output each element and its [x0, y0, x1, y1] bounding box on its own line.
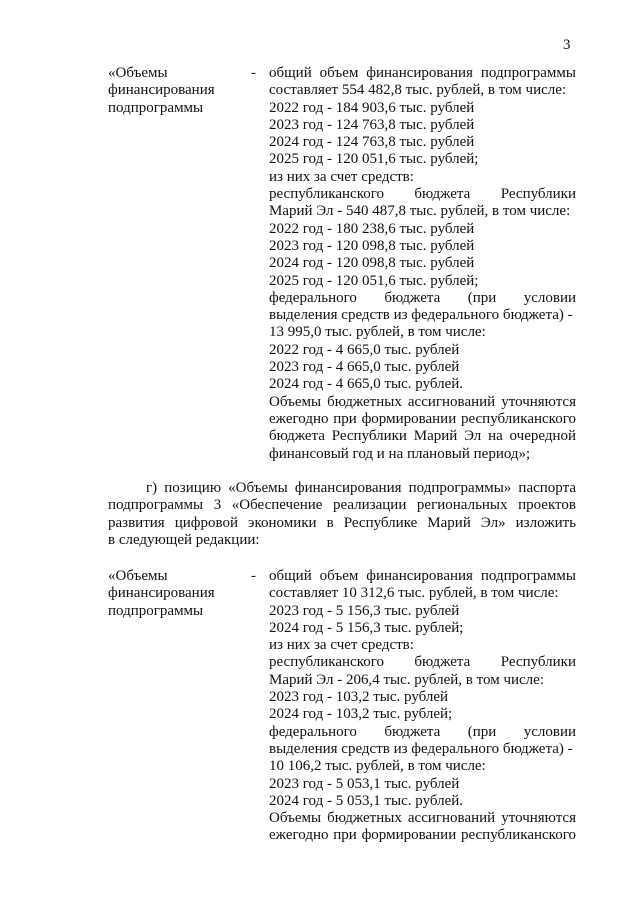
content-line: 13 995,0 тыс. рублей, в том числе:: [269, 324, 486, 341]
content-line: федерального бюджета (при условии: [269, 289, 576, 306]
content-line: выделения средств из федерального бюджета) -: [269, 740, 573, 757]
content-line: общий объем финансирования подпрограммы: [269, 568, 576, 584]
block-content: [269, 568, 576, 845]
content-line: выделения средств из федерального бюджета) -: [269, 307, 573, 324]
dash-separator: -: [251, 65, 256, 81]
content-line: 2023 год - 103,2 тыс. рублей: [269, 689, 449, 706]
content-line: 2022 год - 184 903,6 тыс. рублей: [269, 99, 475, 116]
content-line: 2023 год - 5 053,1 тыс. рублей: [269, 775, 460, 792]
content-line: 2025 год - 120 051,6 тыс. рублей;: [269, 272, 479, 289]
paragraph-line: в следующей редакции:: [108, 532, 260, 549]
paragraph-line: подпрограммы 3 «Обеспечение реализации региональных проектов: [108, 497, 576, 514]
amendment-paragraph: [108, 480, 576, 550]
content-line: Объемы бюджетных ассигнований уточняются: [269, 393, 576, 410]
content-line: Объемы бюджетных ассигнований уточняются: [269, 810, 576, 827]
content-line: 2024 год - 120 098,8 тыс. рублей: [269, 255, 475, 272]
content-line: составляет 554 482,8 тыс. рублей, в том числе:: [269, 82, 567, 99]
content-line: из них за счет средств:: [269, 168, 414, 185]
content-line: 2024 год - 124 763,8 тыс. рублей: [269, 134, 475, 151]
label-line: «Объемы: [108, 568, 168, 584]
content-line: ежегодно при формировании республиканского: [269, 410, 576, 427]
content-line: 2022 год - 4 665,0 тыс. рублей: [269, 341, 460, 358]
paragraph-line: г) позицию «Объемы финансирования подпрограммы» паспорта: [146, 480, 576, 496]
content-line: 2025 год - 120 051,6 тыс. рублей;: [269, 151, 479, 168]
content-line: республиканского бюджета Республики: [269, 186, 576, 203]
content-line: 2023 год - 4 665,0 тыс. рублей: [269, 359, 460, 376]
content-line: федерального бюджета (при условии: [269, 723, 576, 740]
label-line: подпрограммы: [108, 602, 204, 619]
content-line: Марий Эл - 206,4 тыс. рублей, в том числе:: [269, 671, 544, 688]
content-line: республиканского бюджета Республики: [269, 654, 576, 671]
block-label: [108, 568, 248, 620]
content-line: 2024 год - 5 053,1 тыс. рублей.: [269, 792, 464, 809]
paragraph-line: развития цифровой экономики в Республике Марий Эл» изложить: [108, 514, 576, 531]
content-line: 2023 год - 120 098,8 тыс. рублей: [269, 237, 475, 254]
content-line: 2024 год - 103,2 тыс. рублей;: [269, 706, 453, 723]
content-line: финансовый год и на плановый период»;: [269, 445, 531, 462]
page-number: 3: [563, 37, 571, 53]
content-line: составляет 10 312,6 тыс. рублей, в том числе:: [269, 585, 559, 602]
content-line: 2022 год - 180 238,6 тыс. рублей: [269, 220, 475, 237]
block-content: [269, 65, 576, 463]
content-line: ежегодно при формировании республиканского: [269, 827, 576, 844]
block-label: [108, 65, 248, 117]
content-line: 2024 год - 4 665,0 тыс. рублей.: [269, 376, 464, 393]
content-line: 2024 год - 5 156,3 тыс. рублей;: [269, 619, 464, 636]
dash-separator: -: [251, 568, 256, 584]
content-line: 10 106,2 тыс. рублей, в том числе:: [269, 758, 486, 775]
content-line: 2023 год - 124 763,8 тыс. рублей: [269, 116, 475, 133]
content-line: Марий Эл - 540 487,8 тыс. рублей, в том числе:: [269, 203, 571, 220]
content-line: общий объем финансирования подпрограммы: [269, 65, 576, 81]
content-line: бюджета Республики Марий Эл на очередной: [269, 428, 576, 445]
content-line: 2023 год - 5 156,3 тыс. рублей: [269, 602, 460, 619]
label-line: финансирования: [108, 585, 215, 602]
content-line: из них за счет средств:: [269, 637, 414, 654]
label-line: финансирования: [108, 82, 215, 99]
label-line: подпрограммы: [108, 99, 204, 116]
label-line: «Объемы: [108, 65, 168, 81]
